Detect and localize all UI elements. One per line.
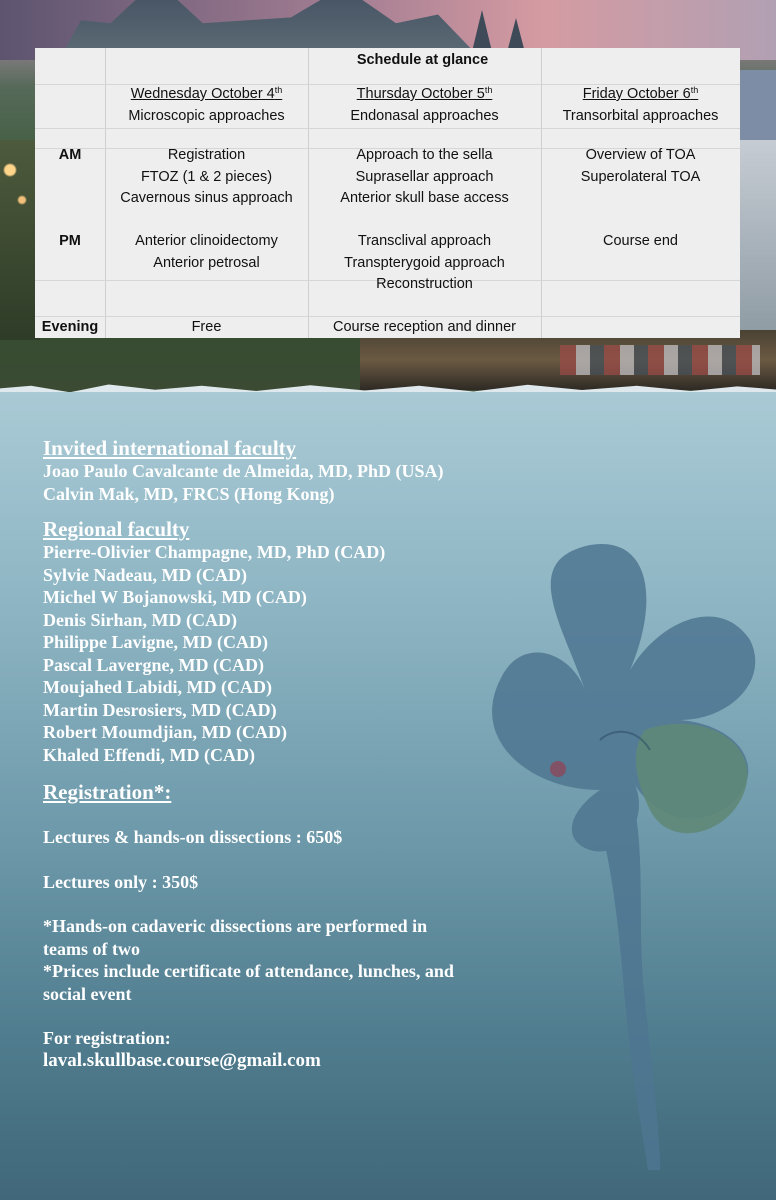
faculty-member: Robert Moumdjian, MD (CAD) — [43, 722, 287, 742]
international-faculty-heading: Invited international faculty — [43, 436, 297, 460]
day-theme-thursday: Endonasal approaches — [350, 108, 499, 124]
day-header-wednesday: Wednesday October 4th — [130, 85, 283, 102]
day-header-thursday: Thursday October 5th — [356, 85, 493, 102]
river — [740, 70, 776, 140]
registration-heading: Registration*: — [43, 780, 172, 804]
faculty-member: Martin Desrosiers, MD (CAD) — [43, 699, 277, 720]
faculty-member: Sylvie Nadeau, MD (CAD) — [43, 564, 247, 585]
row-label-pm: PM — [59, 233, 81, 249]
schedule-table — [35, 48, 740, 338]
am-fri-2: Superolateral TOA — [580, 168, 701, 185]
faculty-member: Joao Paulo Cavalcante de Almeida, MD, PhD (USA) — [43, 461, 444, 481]
faculty-member: Michel W Bojanowski, MD (CAD) — [43, 587, 307, 607]
registration-email[interactable]: laval.skullbase.course@gmail.com — [43, 1049, 321, 1071]
day-header-friday: Friday October 6th — [582, 85, 699, 102]
row-label-am: AM — [58, 147, 82, 163]
faculty-member: Khaled Effendi, MD (CAD) — [43, 744, 255, 765]
pm-thu-2: Transpterygoid approach — [344, 254, 505, 271]
pm-fri-1: Course end — [603, 233, 678, 249]
regional-faculty-heading: Regional faculty — [43, 517, 190, 541]
faculty-member: Philippe Lavigne, MD (CAD) — [43, 632, 268, 652]
day-theme-wednesday: Microscopic approaches — [128, 108, 285, 124]
header-photo — [0, 0, 776, 392]
faculty-member: Calvin Mak, MD, FRCS (Hong Kong) — [43, 483, 335, 504]
price-lectures: Lectures only : 350$ — [43, 871, 199, 892]
note-prices: *Prices include certificate of attendance, lunches, and social event — [43, 961, 454, 1004]
parked-cars — [560, 345, 760, 375]
am-wed-1: Registration — [167, 147, 246, 163]
pm-thu-3: Reconstruction — [376, 276, 473, 292]
row-label-evening: Evening — [41, 319, 99, 335]
faculty-member: Pascal Lavergne, MD (CAD) — [43, 654, 264, 675]
brain-flower-logo — [460, 540, 770, 1180]
faculty-member: Denis Sirhan, MD (CAD) — [43, 609, 238, 630]
evening-wed: Free — [191, 319, 222, 335]
faculty-member: Pierre-Olivier Champagne, MD, PhD (CAD) — [43, 542, 386, 562]
am-thu-2: Suprasellar approach — [355, 168, 494, 185]
am-wed-2: FTOZ (1 & 2 pieces) — [140, 168, 273, 185]
evening-thu: Course reception and dinner — [333, 319, 516, 335]
am-thu-3: Anterior skull base access — [340, 190, 509, 206]
price-full: Lectures & hands-on dissections : 650$ — [43, 827, 343, 847]
day-theme-friday: Transorbital approaches — [562, 108, 719, 124]
logo-dot — [550, 761, 566, 777]
pm-thu-1: Transclival approach — [357, 233, 492, 249]
info-text — [43, 436, 463, 1072]
note-teams: *Hands-on cadaveric dissections are performed in teams of two — [43, 916, 428, 959]
pm-wed-2: Anterior petrosal — [153, 254, 260, 271]
faculty-member: Moujahed Labidi, MD (CAD) — [43, 677, 273, 697]
schedule-title: Schedule at glance — [356, 52, 489, 68]
pm-wed-1: Anterior clinoidectomy — [135, 233, 278, 249]
buildings — [740, 140, 776, 340]
am-thu-1: Approach to the sella — [356, 147, 493, 163]
street-lights — [0, 140, 40, 340]
am-wed-3: Cavernous sinus approach — [120, 190, 293, 206]
registration-contact-label: For registration: — [43, 1028, 171, 1048]
am-fri-1: Overview of TOA — [585, 147, 696, 163]
